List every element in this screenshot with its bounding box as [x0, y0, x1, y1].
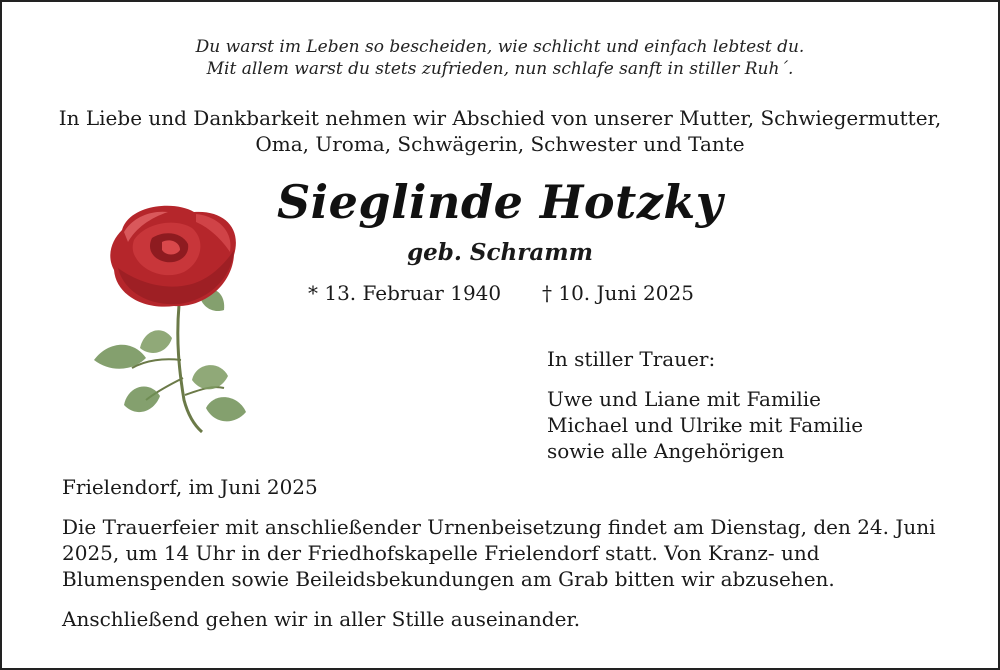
deceased-name: Sieglinde Hotzky: [276, 175, 724, 229]
place-date: Frielendorf, im Juni 2025: [62, 475, 318, 499]
mourners-block: [547, 346, 863, 464]
farewell-intro: [2, 105, 998, 157]
funeral-line: Die Trauerfeier mit anschließender Urnenbeisetzung findet am Dienstag, den 24. Juni: [62, 515, 936, 539]
verse-line: Mit allem warst du stets zufrieden, nun schlafe sanft in stiller Ruh´.: [206, 59, 794, 79]
intro-line: In Liebe und Dankbarkeit nehmen wir Abschied von unserer Mutter, Schwiegermutter,: [58, 106, 942, 130]
intro-line: Oma, Uroma, Schwägerin, Schwester und Tante: [255, 132, 745, 156]
life-dates: [308, 280, 694, 306]
mourners-heading: In stiller Trauer:: [547, 347, 716, 371]
death-date: † 10. Juni 2025: [542, 281, 694, 305]
funeral-line: 2025, um 14 Uhr in der Friedhofskapelle Frielendorf statt. Von Kranz- und: [62, 541, 820, 565]
red-rose-icon: [84, 200, 254, 440]
maiden-name: geb. Schramm: [407, 239, 593, 266]
funeral-line: Blumenspenden sowie Beileidsbekundungen am Grab bitten wir abzusehen.: [62, 567, 835, 591]
verse-line: Du warst im Leben so bescheiden, wie schlicht und einfach lebtest du.: [195, 37, 805, 57]
mourner-line: Uwe und Liane mit Familie: [547, 387, 821, 411]
closing-line: Anschließend gehen wir in aller Stille auseinander.: [62, 607, 581, 631]
memorial-verse: [2, 36, 998, 80]
mourner-line: Michael und Ulrike mit Familie: [547, 413, 864, 437]
mourner-line: sowie alle Angehörigen: [547, 439, 785, 463]
birth-date: * 13. Februar 1940: [308, 281, 502, 305]
funeral-details: [62, 514, 952, 592]
